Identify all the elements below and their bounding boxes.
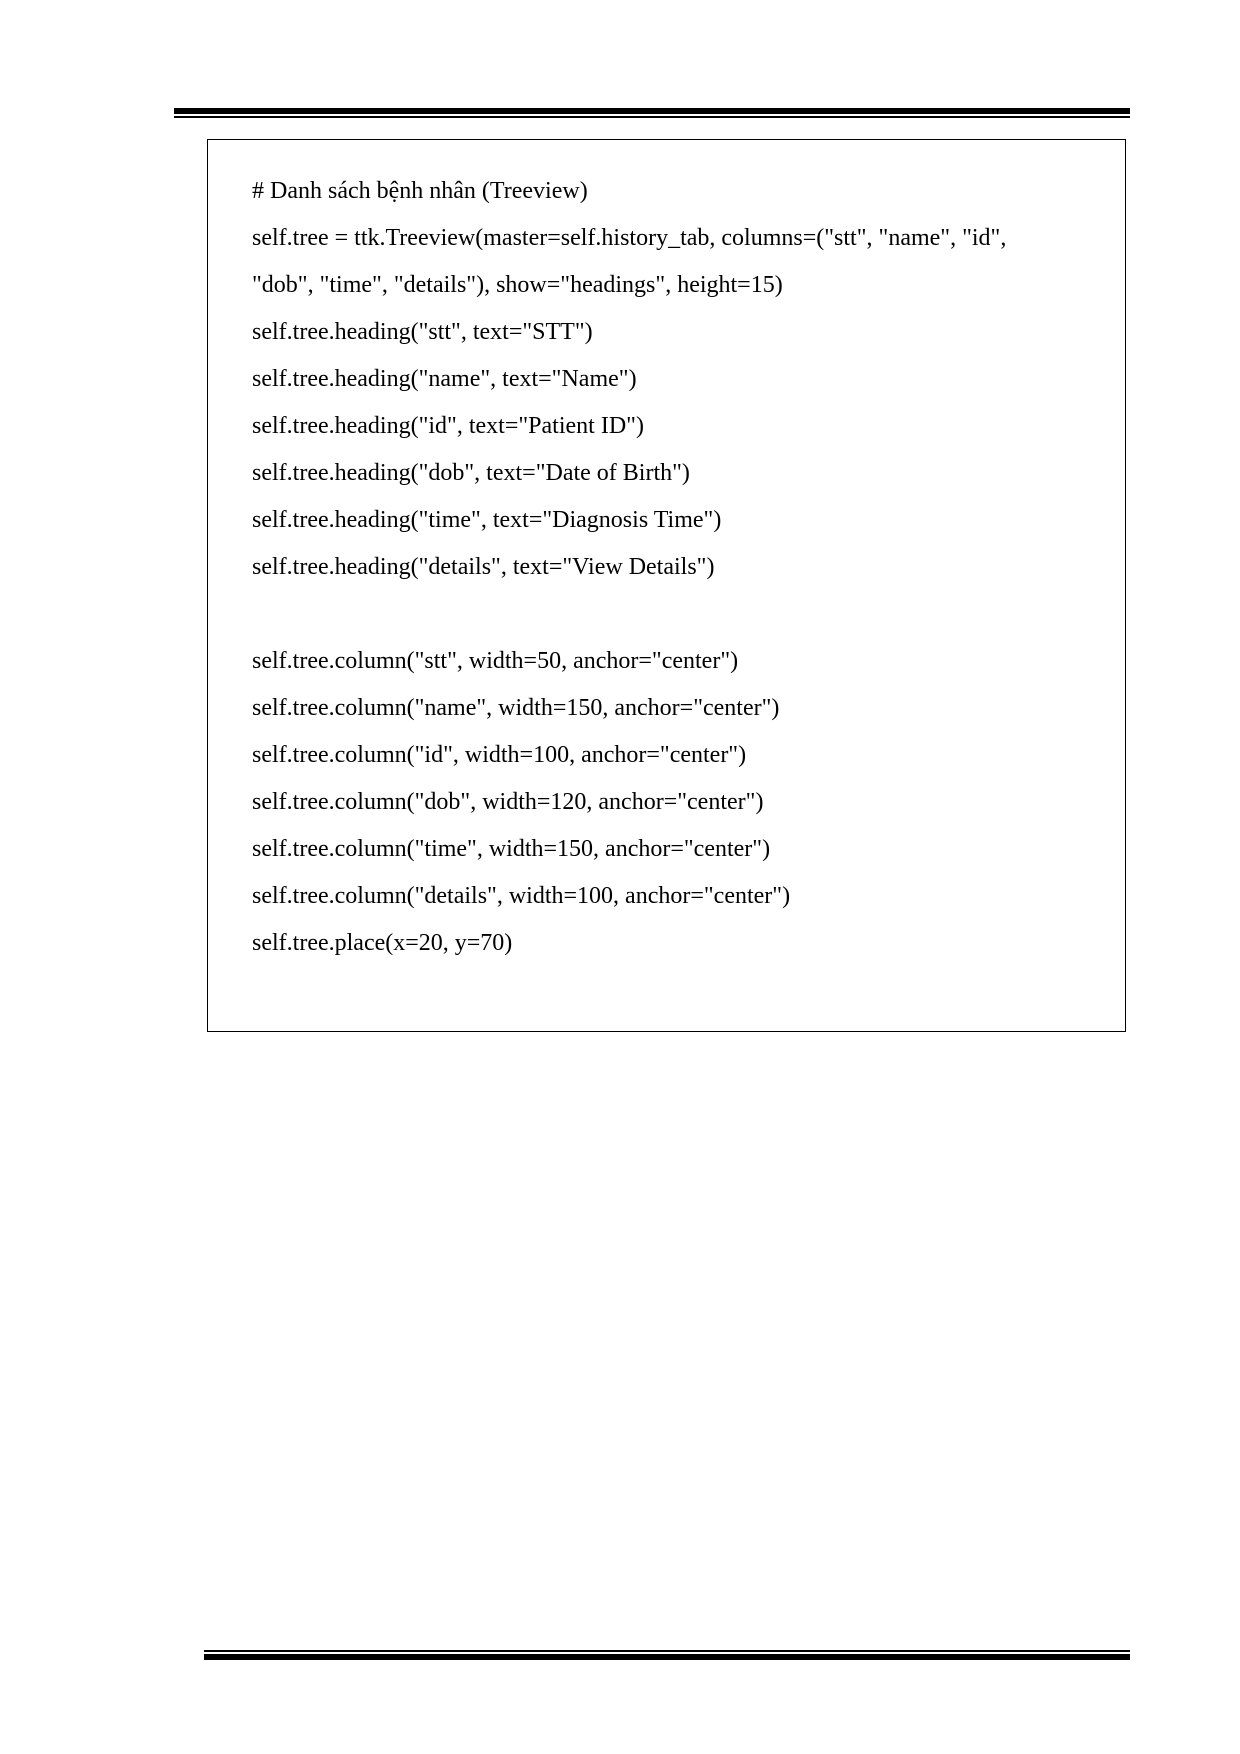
- code-line: self.tree.heading("time", text="Diagnosis Time"): [252, 507, 722, 533]
- code-line: self.tree.heading("details", text="View Details"): [252, 554, 715, 580]
- header-rule: [174, 108, 1130, 118]
- code-line: self.tree.place(x=20, y=70): [252, 930, 513, 956]
- code-line: self.tree.heading("id", text="Patient ID"): [252, 413, 644, 439]
- code-line-blank: [252, 591, 1112, 638]
- code-line: self.tree.column("name", width=150, anchor="center"): [252, 695, 780, 721]
- code-block: [207, 139, 1126, 1032]
- code-line: # Danh sách bệnh nhân (Treeview): [252, 178, 588, 204]
- code-line: self.tree.column("time", width=150, anchor="center"): [252, 836, 771, 862]
- code-lines: [252, 168, 1112, 967]
- code-line: self.tree.heading("name", text="Name"): [252, 366, 637, 392]
- code-line: self.tree.heading("stt", text="STT"): [252, 319, 593, 345]
- footer-rule-thin: [204, 1650, 1130, 1652]
- code-line: self.tree.heading("dob", text="Date of Birth"): [252, 460, 690, 486]
- footer-rule: [204, 1650, 1130, 1660]
- header-rule-thin: [174, 116, 1130, 118]
- code-line: self.tree.column("stt", width=50, anchor="center"): [252, 648, 739, 674]
- footer-rule-thick: [204, 1654, 1130, 1660]
- code-line: "dob", "time", "details"), show="headings", height=15): [252, 272, 783, 298]
- code-line: self.tree.column("details", width=100, anchor="center"): [252, 883, 791, 909]
- code-line: self.tree = ttk.Treeview(master=self.history_tab, columns=("stt", "name", "id",: [252, 225, 1007, 251]
- header-rule-thick: [174, 108, 1130, 114]
- code-line: self.tree.column("dob", width=120, anchor="center"): [252, 789, 764, 815]
- code-line: self.tree.column("id", width=100, anchor="center"): [252, 742, 747, 768]
